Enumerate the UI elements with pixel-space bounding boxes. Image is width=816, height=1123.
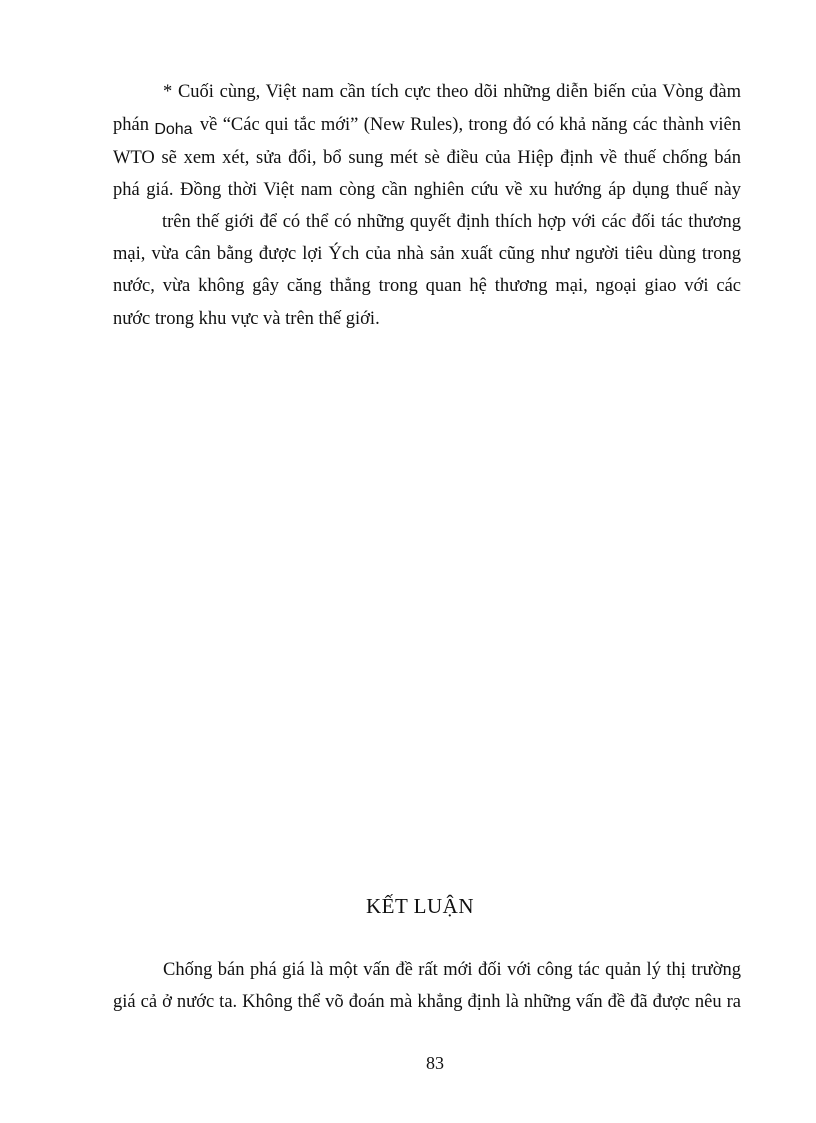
- paragraph-1-line-1: * Cuối cùng, Việt nam cần tích cực theo dõi những diễn biến của Vòng đàm: [163, 82, 741, 102]
- paragraph-1-line-6: mại, vừa cân bằng được lợi Ých của nhà sản xuất cũng như người tiêu dùng trong: [113, 244, 741, 264]
- paragraph-1-line-5: trên thế giới để có thể có những quyết định thích hợp với các đối tác thương: [162, 212, 741, 232]
- paragraph-1-line-4: phá giá. Đồng thời Việt nam còng cần nghiên cứu về xu hướng áp dụng thuế này: [113, 180, 741, 200]
- text-segment: phán: [113, 115, 149, 135]
- page-number: 83: [426, 1053, 444, 1073]
- paragraph-1-line-8: nước trong khu vực và trên thế giới.: [113, 309, 380, 329]
- paragraph-1-line-7: nước, vừa không gây căng thẳng trong quan hệ thương mại, ngoại giao với các: [113, 276, 741, 296]
- conclusion-line-1: Chống bán phá giá là một vấn đề rất mới đối với công tác quản lý thị trường: [163, 960, 741, 980]
- doha-word: Doha: [154, 121, 193, 138]
- conclusion-heading: KẾT LUẬN: [365, 894, 474, 918]
- conclusion-line-2: giá cả ở nước ta. Không thể võ đoán mà khẳng định là những vấn đề đã được nêu ra: [113, 992, 741, 1012]
- paragraph-1-line-2: [113, 113, 741, 138]
- paragraph-1-line-3: WTO sẽ xem xét, sửa đổi, bổ sung mét sè điều của Hiệp định về thuế chống bán: [113, 148, 741, 168]
- text-segment: về “Các qui tắc mới” (New Rules), trong đó có khả năng các thành viên: [199, 115, 742, 135]
